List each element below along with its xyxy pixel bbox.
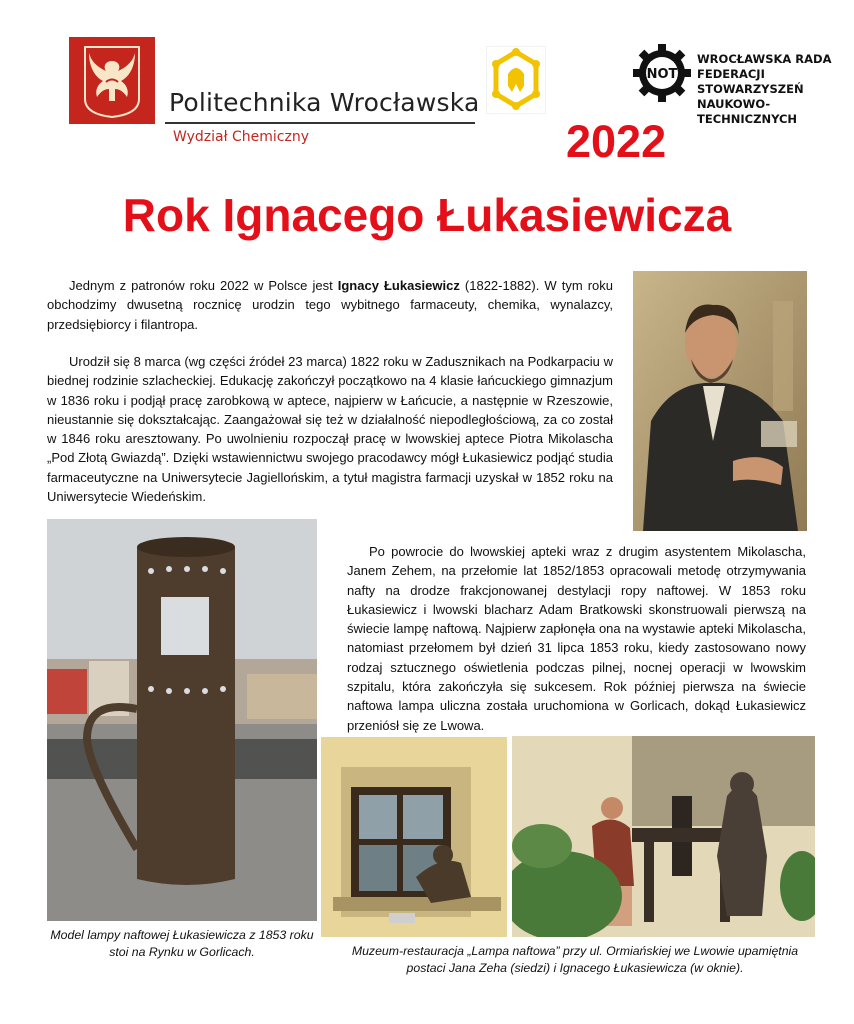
not-gear-logo-icon xyxy=(633,44,691,102)
university-name: Politechnika Wrocławska xyxy=(169,88,480,117)
eagle-icon xyxy=(69,37,155,124)
patron-name: Ignacy Łukasiewicz xyxy=(337,278,460,293)
invention-paragraph: Po powrocie do lwowskiej apteki wraz z drugim asystentem Mikolascha, Janem Zehem, na przełomie lat 1852/1853 opracowali metodę otrzymywania nafty na drodze frakcjonowanej destylacji ropy naftowej. W 1853 roku Łukasiewicz i lwowski blacharz Adam Bratkowski skonstruowali pierwszą na świecie lampę naftową. Najpierw zapłonęła ona na wystawie apteki Mikolascha, natomiast przełomem był dzień 31 lipca 1853 roku, kiedy zastosowano nowy rodzaj sztucznego oświetlenia podczas pilnej, nocnej operacji w lwowskim szpitalu, która zakończyła się sukcesem. Rok później pierwsza na świecie naftowa lampa uliczna została uruchomiona w Gorlicach, dokąd Łukasiewicz przeniósł się ze Lwowa. xyxy=(347,544,806,733)
pwr-logo-emblem xyxy=(69,37,155,124)
intro-text-start: Jednym z patronów roku 2022 w Polsce jest xyxy=(69,278,338,293)
divider xyxy=(165,122,475,124)
not-line-1: WROCŁAWSKA RADA xyxy=(697,52,832,66)
lamp-model-photo xyxy=(47,519,317,921)
portrait-painting xyxy=(633,271,807,531)
window-statue-photo xyxy=(321,737,507,937)
intro-paragraph xyxy=(47,276,613,334)
lamp-caption: Model lampy naftowej Łukasiewicza z 1853 roku stoi na Rynku w Gorlicach. xyxy=(50,928,314,959)
page-title: Rok Ignacego Łukasiewicza xyxy=(122,189,732,241)
not-organization-name xyxy=(697,52,854,127)
not-line-3: NAUKOWO-TECHNICZNYCH xyxy=(697,97,798,126)
museum-caption: Muzeum-restauracja „Lampa naftowa” przy ul. Ormiańskiej we Lwowie upamiętnia postaci Jana Zeha (siedzi) i Ignacego Łukasiewicza (w oknie). xyxy=(351,944,799,975)
faculty-name: Wydział Chemiczny xyxy=(173,129,310,145)
intro-text-end: (1822-1882). W tym roku obchodzimy dwusetną rocznicę urodzin tego wybitnego farmaceuty, chemika, wynalazcy, przedsiębiorcy i filantropa. xyxy=(47,278,613,332)
not-badge-text: NOT xyxy=(646,67,678,82)
not-line-2: FEDERACJI STOWARZYSZEŃ xyxy=(697,67,804,96)
year-heading: 2022 xyxy=(566,116,667,167)
biography-paragraph: Urodził się 8 marca (wg części źródeł 23 marca) 1822 roku w Zadusznikach na Podkarpaciu w biednej rodzinie szlacheckiej. Edukację zakończył początkowo na 4 klasie łańcuckiego gimnazjum w 1836 roku i podjął pracę zarobkową w aptece, najpierw w Łańcucie, a następnie w Rzeszowie, nieustannie się dokształcając. Zaangażował się też w działalność niepodległościową, za co został w 1846 roku aresztowany. Po uwolnieniu rozpoczął pracę w lwowskiej aptece Piotra Mikolascha „Pod Złotą Gwiazdą”. Dzięki wstawiennictwu swojego pracodawcy mógł Łukasiewicz podjąć studia farmaceutyczne na Uniwersytecie Jagiellońskim, a tytuł magistra farmacji uzyskał w 1852 roku na Uniwersytecie Wiedeńskim. xyxy=(47,354,613,505)
helmet-gear-logo-icon xyxy=(486,46,546,114)
museum-restaurant-photo xyxy=(512,736,815,937)
